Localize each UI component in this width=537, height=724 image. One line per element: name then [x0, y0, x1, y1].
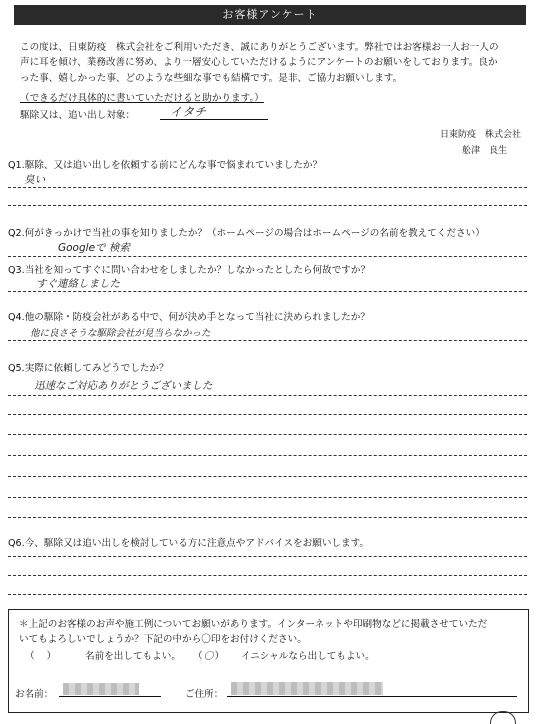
consent-line-1: ＊上記のお客様のお声や施工例についてお願いがあります。インターネットや印刷物などに掲載させていただ: [19, 619, 488, 630]
sender-company: 日東防疫 株式会社: [440, 130, 522, 140]
option-2-mark: 〇: [203, 651, 214, 662]
redacted-name: [63, 683, 139, 695]
sender-name: 舩津 良生: [462, 146, 508, 156]
option-1-label: 名前を出してもよい。: [85, 651, 181, 662]
option-1-checkbox[interactable]: （ ）: [25, 651, 57, 662]
answer-line: [8, 395, 527, 396]
answer-line: [8, 205, 527, 206]
question-3: Q3.当社を知ってすぐに問い合わせをしましたか？しなかったとしたら何故ですか？: [8, 265, 371, 276]
answer-1: 臭い: [24, 174, 45, 186]
answer-line: [8, 340, 527, 341]
intro-text: [20, 40, 526, 86]
address-label: ご住所：: [185, 689, 224, 700]
name-underline: [59, 696, 161, 697]
answer-2: Googleで 検索: [58, 242, 130, 254]
answer-line: [8, 575, 527, 576]
target-value: イタチ: [170, 105, 207, 119]
answer-line: [8, 455, 527, 456]
question-4: Q4.他の駆除・防疫会社がある中で、何が決め手となって当社に決められましたか？: [8, 312, 370, 323]
question-5: Q5.実際に依頼してみどうでしたか？: [8, 363, 169, 374]
answer-3: すぐ連絡しました: [36, 278, 120, 290]
question-1: Q1.駆除、又は追い出しを依頼する前にどんな事で悩まれていましたか？: [8, 160, 323, 171]
answer-line: [8, 434, 527, 435]
answer-line: [8, 476, 527, 477]
answer-line: [8, 556, 527, 557]
consent-line-2: いてもよろしいでしょうか？下記の中から〇印をお付けください。: [19, 634, 307, 645]
answer-line: [8, 497, 527, 498]
address-underline: [227, 696, 517, 697]
option-2-checkbox[interactable]: （〇）: [193, 648, 224, 662]
answer-line: [8, 291, 527, 292]
survey-title-banner: お客様アンケート: [14, 5, 526, 25]
answer-line: [8, 517, 527, 518]
question-6: Q6.今、駆除又は追い出しを検討している方に注意点やアドバイスをお願いします。: [8, 538, 370, 549]
name-label: お名前：: [15, 689, 54, 700]
target-label: 駆除又は、追い出し対象：: [20, 110, 136, 121]
answer-5: 迅速なご対応ありがとうございました: [34, 380, 213, 392]
intro-note: （できるだけ具体的に書いていただけると助かります。）: [20, 93, 264, 104]
consent-box: [8, 609, 529, 713]
intro-line-3: った事、嬉しかった事、どのような些細な事でも結構です。是非、ご協力お願いします。: [20, 72, 403, 84]
answer-line: [8, 256, 527, 257]
answer-line: [8, 414, 527, 415]
intro-line-1: この度は、日東防疫 株式会社をご利用いただき、誠にありがとうございます。弊社ではお客様お一人お一人の: [20, 42, 499, 53]
answer-line: [8, 187, 527, 188]
answer-4: 他に良さそうな駆除会社が見当らなかった: [30, 328, 211, 339]
redacted-address: [231, 682, 383, 695]
answer-line: [8, 594, 527, 595]
option-2-label: イニシャルなら出してもよい。: [241, 651, 375, 662]
intro-line-2: 声に耳を傾け、業務改善に努め、より一層安心していただけるようにアンケートのお願いをしております。良か: [20, 57, 498, 69]
question-2: Q2.何がきっかけで当社の事を知りましたか？（ホームページの場合はホームページの名前を教えてください）: [8, 228, 485, 239]
